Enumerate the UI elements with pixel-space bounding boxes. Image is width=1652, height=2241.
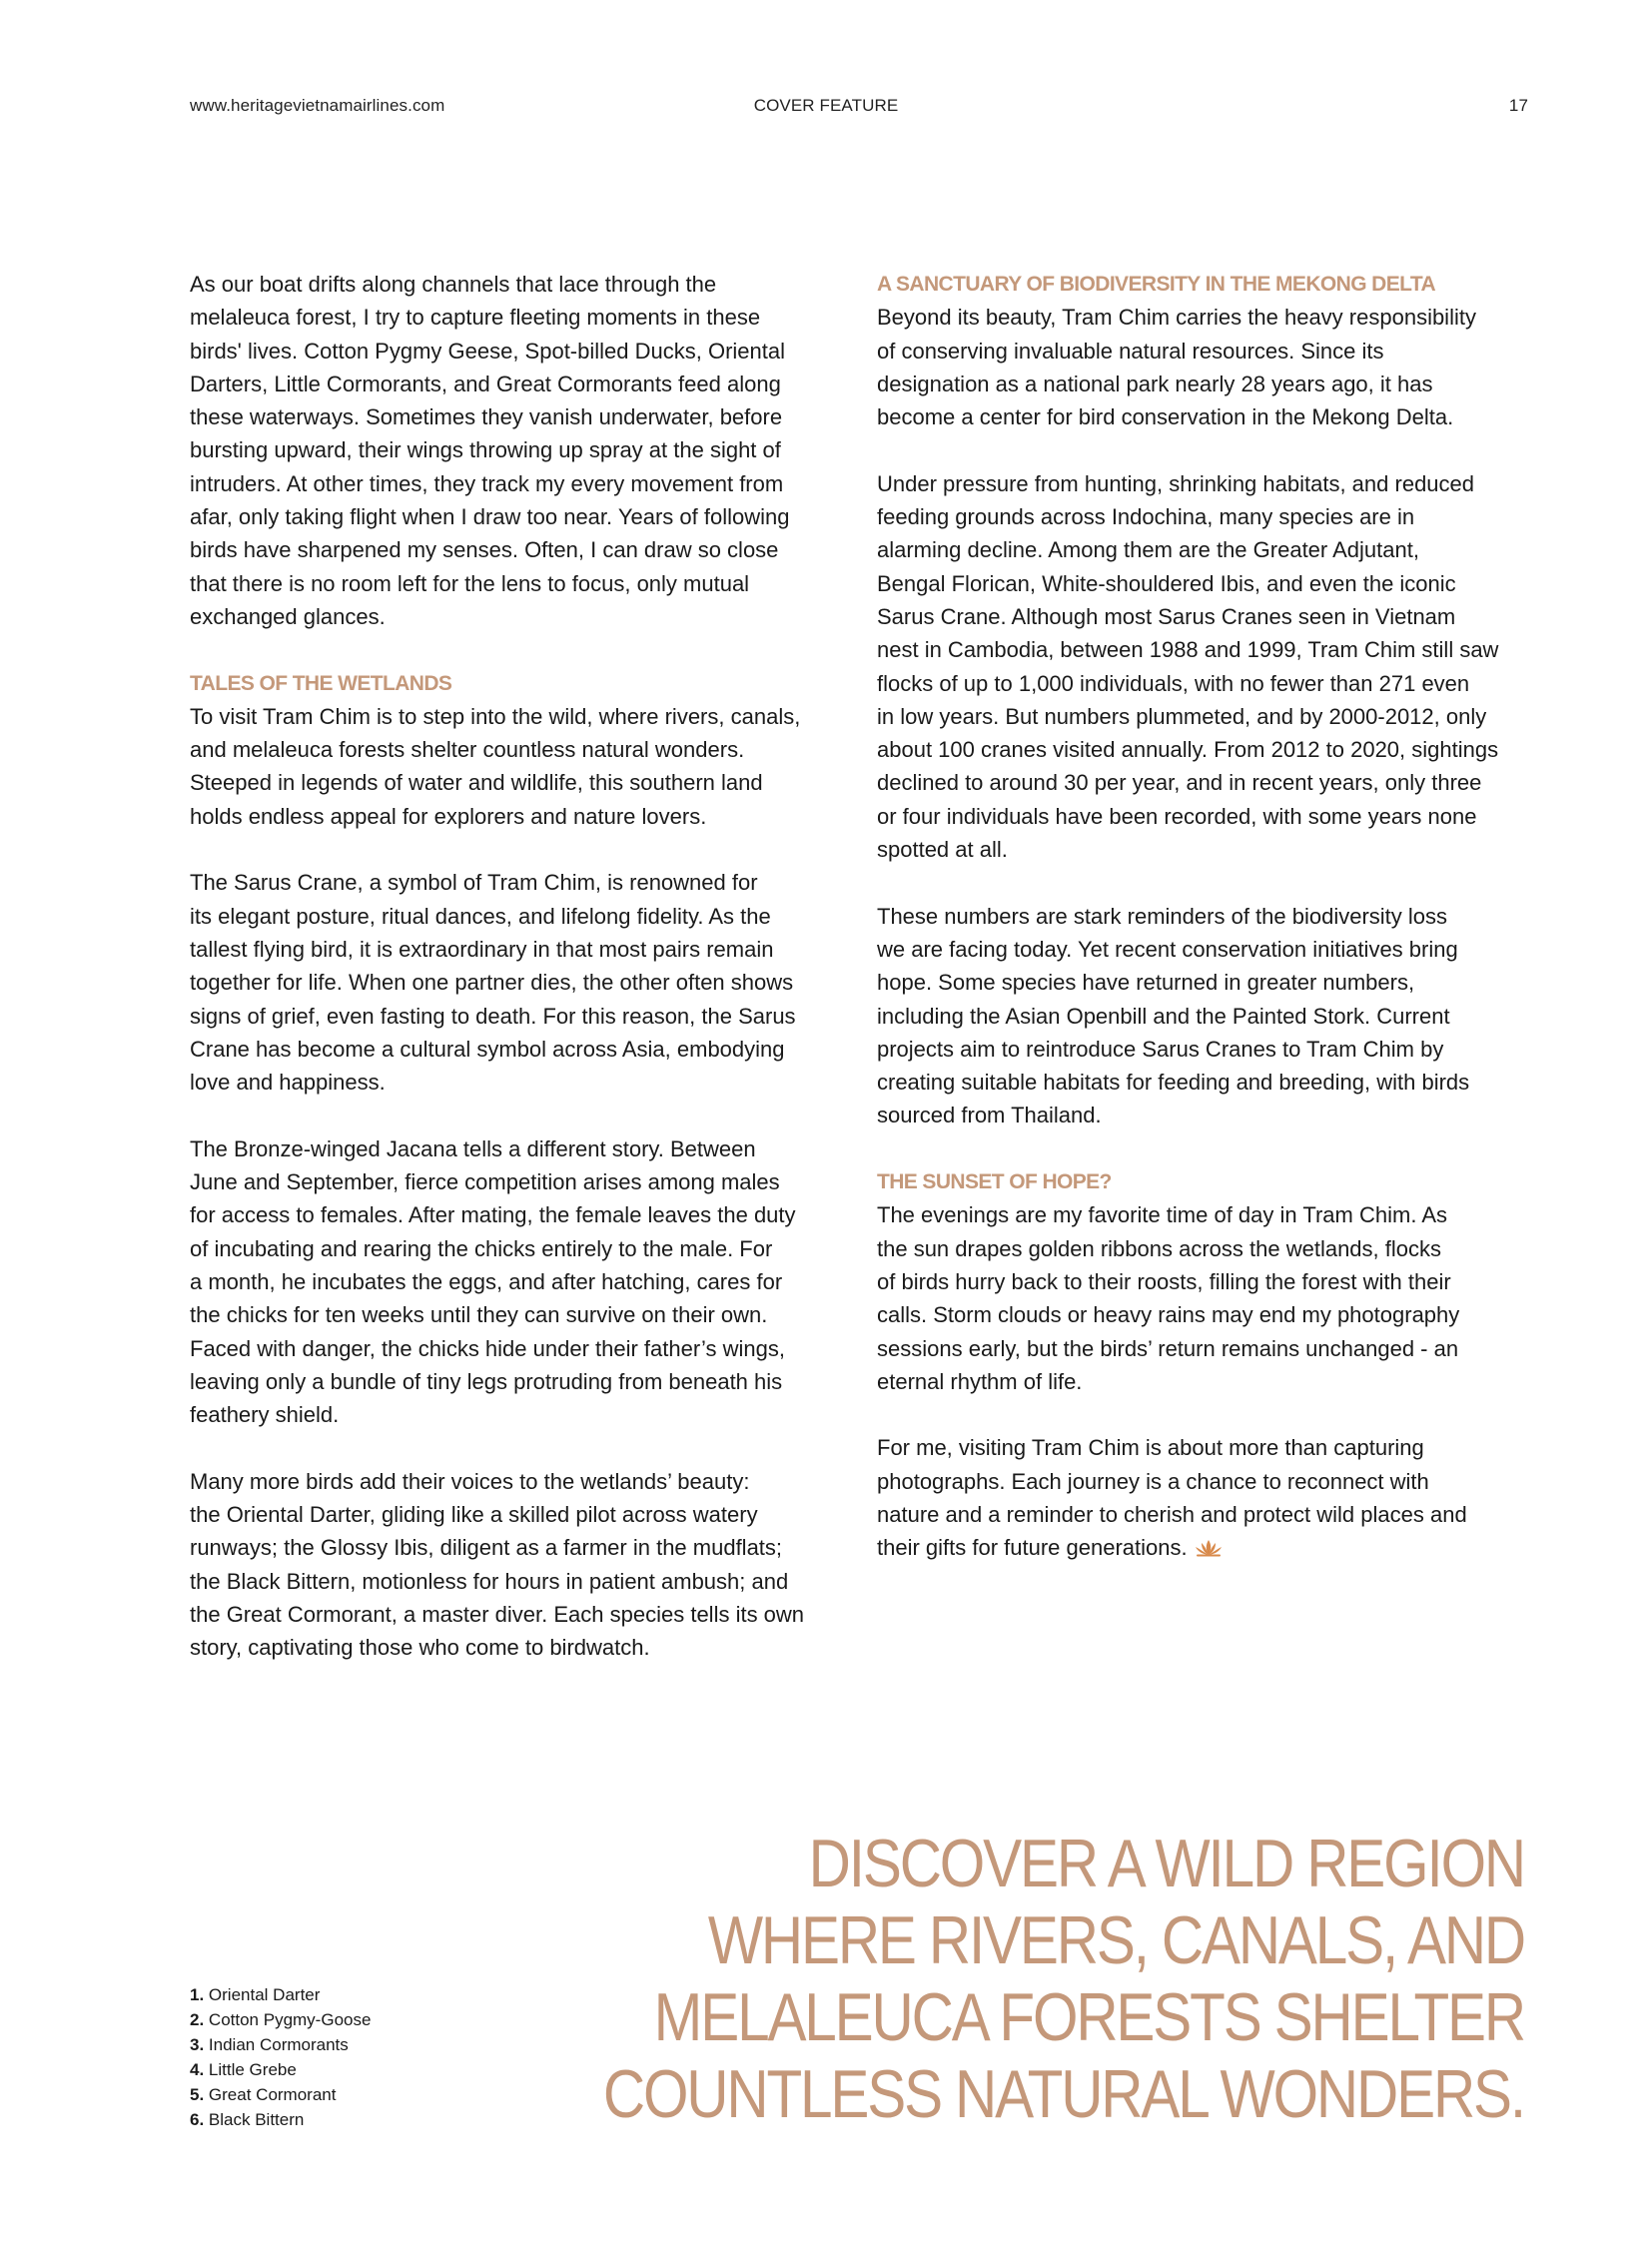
paragraph: Under pressure from hunting, shrinking habitats, and reduced feeding grounds across Indochina, many species are in alarming decline. Among them are the Greater Adjutant, Bengal Florican, White-shouldered Ibis, and even the iconic Sarus Crane. Although most Sarus Cranes seen in Vietnam nest in Cambodia, between 1988 and 1999, Tram Chim still saw flocks of up to 1,000 individuals, with no fewer than 271 even in low years. But numbers plummeted, and by 2000-2012, only about 100 cranes visited annually. From 2012 to 2020, sightings declined to around 30 per year, and in recent years, only three or four individuals have been recorded, with some years none spotted at all. <box>877 470 1499 863</box>
paragraph: The Bronze-winged Jacana tells a different story. Between June and September, fierce competition arises among males for access to females. After mating, the female leaves the duty of incubating and rearing the chicks entirely to the male. For a month, he incubates the eggs, and after hatching, cares for the chicks for ten weeks until they can survive on their own. Faced with danger, the chicks hide under their father’s wings, leaving only a bundle of tiny legs protruding from beneath his feathery shield. <box>190 1135 796 1428</box>
pull-quote-line: WHERE RIVERS, CANALS, AND <box>707 1902 1524 1978</box>
caption-item: 6. Black Bittern <box>190 2110 305 2129</box>
section-heading: TALES OF THE WETLANDS <box>190 671 452 695</box>
closing-paragraph <box>877 1431 1536 1564</box>
page-number: 17 <box>1508 96 1528 115</box>
section-label: COVER FEATURE <box>753 96 899 115</box>
paragraph: Many more birds add their voices to the wetlands’ beauty: the Oriental Darter, gliding like a skilled pilot across watery runways; the Glossy Ibis, diligent as a farmer in the mudflats; the Black Bittern, motionless for hours in patient ambush; and the Great Cormorant, a master diver. Each species tells its own story, captivating those who come to birdwatch. <box>190 1468 805 1661</box>
website-url[interactable]: www.heritagevietnamairlines.com <box>190 96 445 115</box>
caption-item: 5. Great Cormorant <box>190 2085 337 2104</box>
caption-item: 3. Indian Cormorants <box>190 2035 349 2054</box>
paragraph: To visit Tram Chim is to step into the wild, where rivers, canals, and melaleuca forests shelter countless natural wonders. Steeped in legends of water and wildlife, this southern land holds endless appeal for explorers and nature lovers. <box>190 703 801 829</box>
paragraph: The evenings are my favorite time of day in Tram Chim. As the sun drapes golden ribbons across the wetlands, flocks of birds hurry back to their roosts, filling the forest with their calls. Storm clouds or heavy rains may end my photography sessions early, but the birds’ return remains unchanged - an eternal rhythm of life. <box>877 1202 1460 1394</box>
lotus-icon <box>1194 1533 1224 1551</box>
paragraph: Beyond its beauty, Tram Chim carries the heavy responsibility of conserving invaluable natural resources. Since its designation as a national park nearly 28 years ago, it has become a center for bird conservation in the Mekong Delta. <box>877 305 1476 430</box>
pull-quote-line: DISCOVER A WILD REGION <box>808 1826 1524 1901</box>
section-heading: THE SUNSET OF HOPE? <box>877 1170 1112 1194</box>
closing-text: For me, visiting Tram Chim is about more than capturing photographs. Each journey is a chance to reconnect with nature and a reminder to cherish and protect wild places and their gifts for future generations. <box>877 1435 1467 1561</box>
caption-item: 4. Little Grebe <box>190 2060 297 2079</box>
pull-quote-line: MELALEUCA FORESTS SHELTER <box>653 1979 1524 2055</box>
article-column-left <box>190 268 849 1698</box>
section-heading: A SANCTUARY OF BIODIVERSITY IN THE MEKONG DELTA <box>877 273 1436 296</box>
caption-item: 2. Cotton Pygmy-Goose <box>190 2010 372 2029</box>
photo-captions <box>190 1982 371 2132</box>
pull-quote-line: COUNTLESS NATURAL WONDERS. <box>602 2056 1524 2132</box>
pull-quote <box>579 1826 1524 2133</box>
caption-item: 1. Oriental Darter <box>190 1985 321 2004</box>
paragraph: As our boat drifts along channels that lace through the melaleuca forest, I try to capture fleeting moments in these birds' lives. Cotton Pygmy Geese, Spot-billed Ducks, Oriental Darters, Little Cormorants, and Great Cormorants feed along these waterways. Sometimes they vanish underwater, before bursting upward, their wings throwing up spray at the sight of intruders. At other times, they track my every movement from afar, only taking flight when I draw too near. Years of following birds have sharpened my senses. Often, I can draw so close that there is no room left for the lens to focus, only mutual exchanged glances. <box>190 272 790 629</box>
paragraph: These numbers are stark reminders of the biodiversity loss we are facing today. Yet recent conservation initiatives bring hope. Some species have returned in greater numbers, including the Asian Openbill and the Painted Stork. Current projects aim to reintroduce Sarus Cranes to Tram Chim by creating suitable habitats for feeding and breeding, with birds sourced from Thailand. <box>877 903 1470 1128</box>
article-column-right <box>877 268 1536 1598</box>
paragraph: The Sarus Crane, a symbol of Tram Chim, is renowned for its elegant posture, ritual dances, and lifelong fidelity. As the tallest flying bird, it is extraordinary in that most pairs remain together for life. When one partner dies, the other often shows signs of grief, even fasting to death. For this reason, the Sarus Crane has become a cultural symbol across Asia, embodying love and happiness. <box>190 870 796 1096</box>
